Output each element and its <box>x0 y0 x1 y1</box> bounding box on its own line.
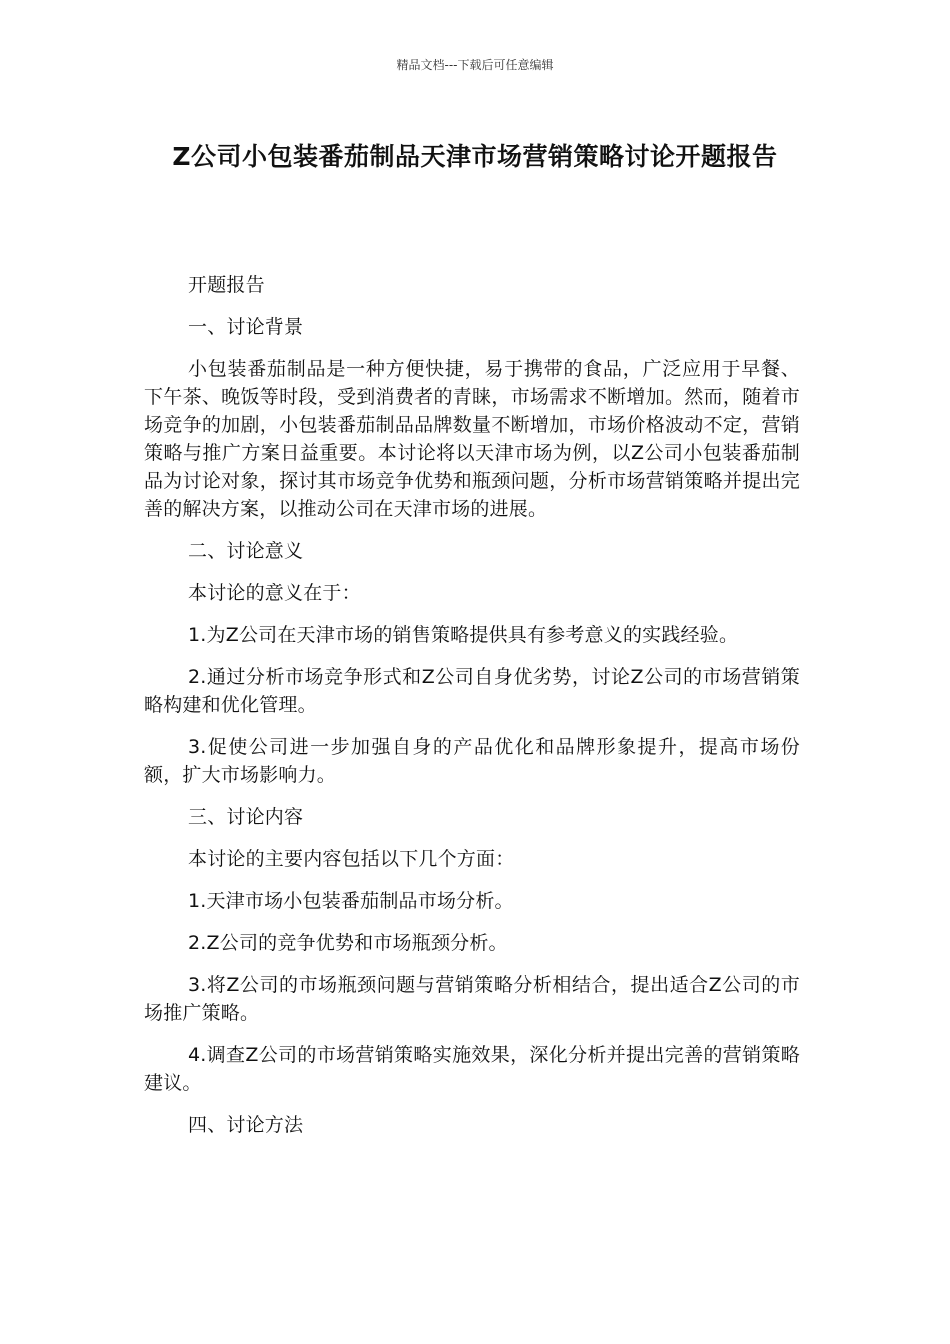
document-body <box>144 271 800 1153</box>
section-heading-method: 四、讨论方法 <box>188 1114 304 1136</box>
running-header: 精品文档---下载后可任意编辑 <box>396 58 554 72</box>
list-item-content-1: 1.天津市场小包装番茄制品市场分析。 <box>188 890 514 912</box>
list-item-content-3: 3.将Z公司的市场瓶颈问题与营销策略分析相结合，提出适合Z公司的市场推广策略。 <box>144 974 800 1024</box>
list-item-significance-2: 2.通过分析市场竞争形式和Z公司自身优劣势，讨论Z公司的市场营销策略构建和优化管理。 <box>144 666 800 716</box>
list-item-significance-1: 1.为Z公司在天津市场的销售策略提供具有参考意义的实践经验。 <box>188 624 739 646</box>
paragraph-report-label: 开题报告 <box>188 274 265 296</box>
list-item-content-2: 2.Z公司的竞争优势和市场瓶颈分析。 <box>188 932 508 954</box>
section-heading-content: 三、讨论内容 <box>188 806 304 828</box>
list-item-content-4: 4.调查Z公司的市场营销策略实施效果，深化分析并提出完善的营销策略建议。 <box>144 1044 800 1094</box>
paragraph-significance-intro: 本讨论的意义在于： <box>188 582 361 604</box>
section-heading-significance: 二、讨论意义 <box>188 540 304 562</box>
list-item-significance-3: 3.促使公司进一步加强自身的产品优化和品牌形象提升，提高市场份额，扩大市场影响力。 <box>144 736 800 786</box>
paragraph-background: 小包装番茄制品是一种方便快捷，易于携带的食品，广泛应用于早餐、下午茶、晚饭等时段，受到消费者的青睐，市场需求不断增加。然而，随着市场竞争的加剧，小包装番茄制品品牌数量不断增加，市场价格波动不定，营销策略与推广方案日益重要。本讨论将以天津市场为例，以Z公司小包装番茄制品为讨论对象，探讨其市场竞争优势和瓶颈问题，分析市场营销策略并提出完善的解决方案，以推动公司在天津市场的进展。 <box>144 358 800 520</box>
section-heading-background: 一、讨论背景 <box>188 316 304 338</box>
paragraph-content-intro: 本讨论的主要内容包括以下几个方面： <box>188 848 515 870</box>
document-title: Z公司小包装番茄制品天津市场营销策略讨论开题报告 <box>172 142 778 171</box>
